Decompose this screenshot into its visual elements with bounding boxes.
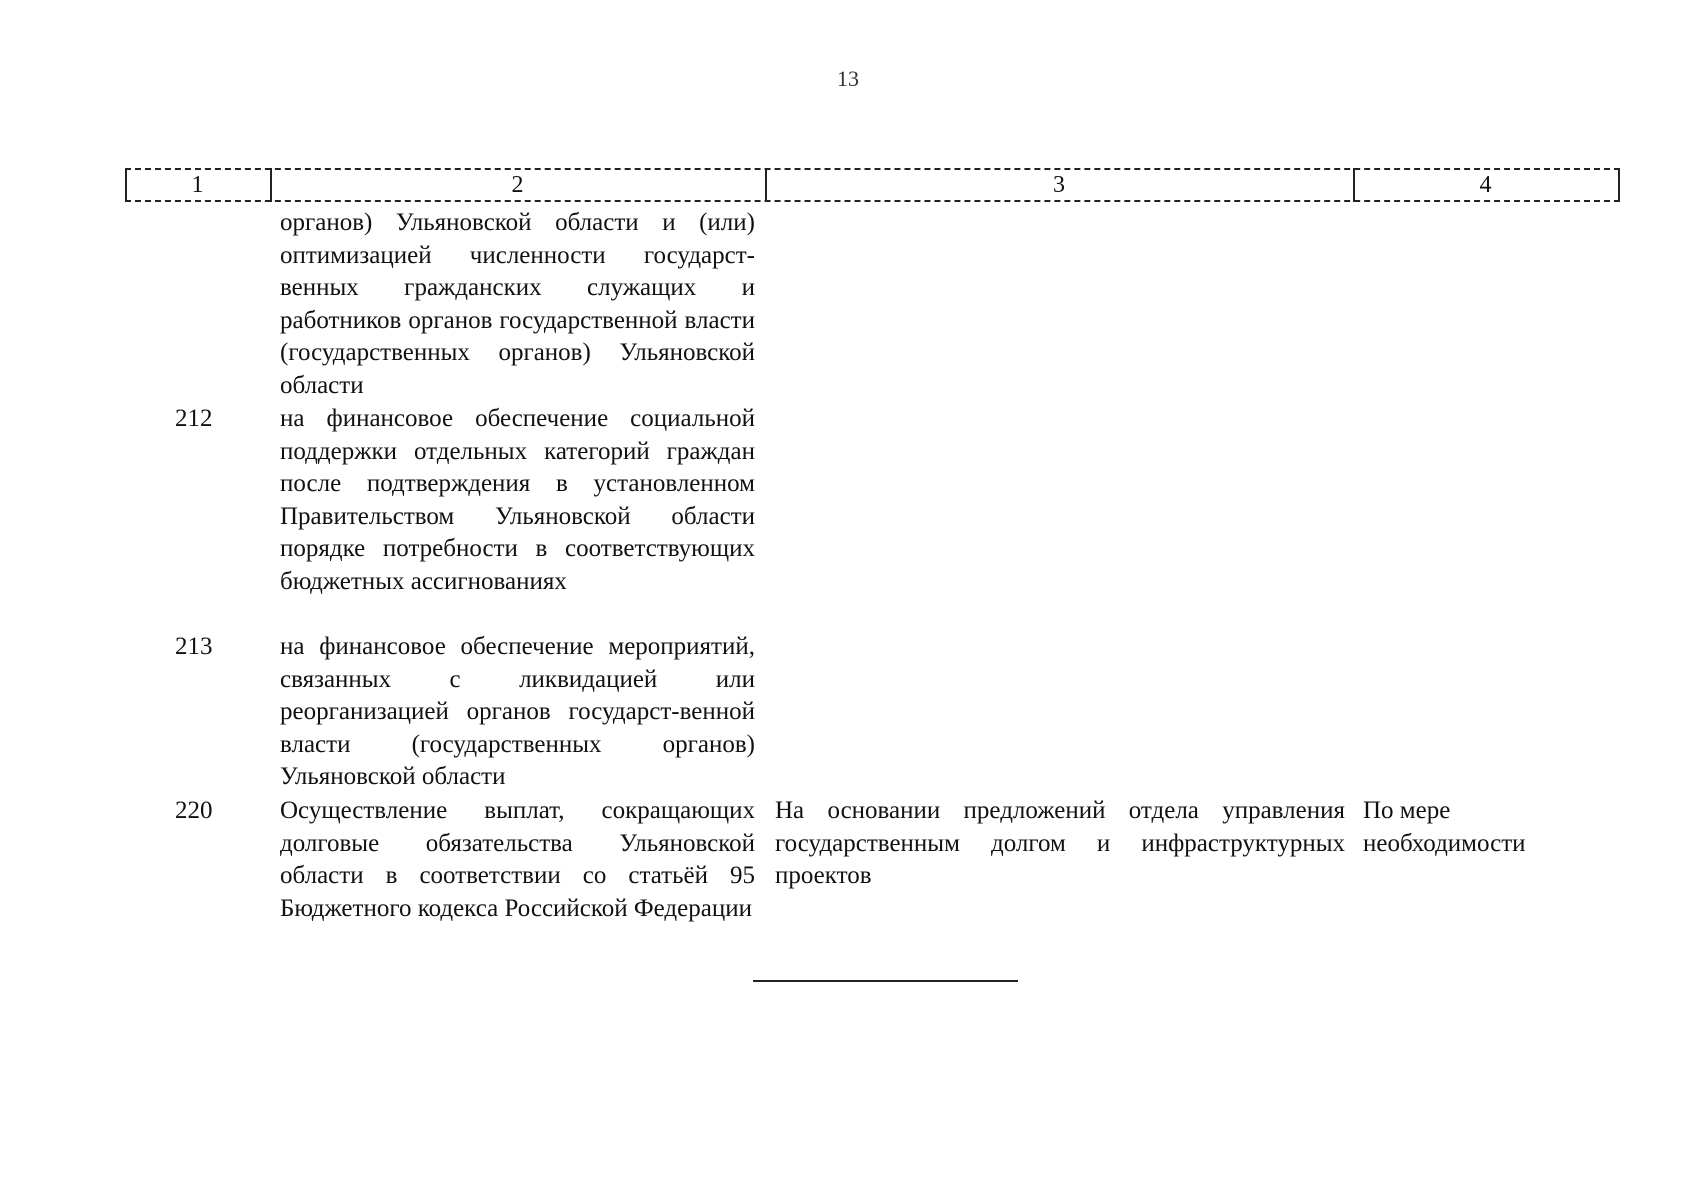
header-top-line: [125, 168, 1620, 170]
row-term: По мере необходимости: [1363, 797, 1526, 857]
continuation-text: органов) Ульяновской области и (или) оптимизацией численности государст-венных гражданских служащих и работников органов государственной власти (государственных органов) Ульяновской области: [280, 209, 755, 399]
header-bottom-line: [125, 200, 1620, 202]
page-number: 13: [837, 66, 859, 91]
row-number: 213: [175, 633, 213, 660]
header-col-1: 1: [191, 172, 204, 198]
end-rule: [753, 980, 1018, 982]
row-number: 212: [175, 405, 213, 432]
row-text: на финансовое обеспечение социальной поддержки отдельных категорий граждан после подтверждения в установленном Правительством Ульяновской области порядке потребности в соответствующих бюджетных ассигнованиях: [280, 405, 755, 595]
row-text: на финансовое обеспечение мероприятий, связанных с ликвидацией или реорганизацией органов государст-венной власти (государственных органов) Ульяновской области: [280, 633, 755, 791]
row-text: Осуществление выплат, сокращающих долговые обязательства Ульяновской области в соответствии со статьёй 95 Бюджетного кодекса Российской Федерации: [280, 797, 755, 922]
row-basis: На основании предложений отдела управления государственным долгом и инфраструктурных проектов: [775, 797, 1345, 890]
header-col-4: 4: [1479, 172, 1492, 198]
header-col-2: 2: [511, 172, 524, 198]
header-col-3: 3: [1053, 172, 1065, 198]
table-header-row: [125, 168, 1620, 202]
row-number: 220: [175, 797, 213, 824]
header-divider: [1618, 168, 1620, 202]
